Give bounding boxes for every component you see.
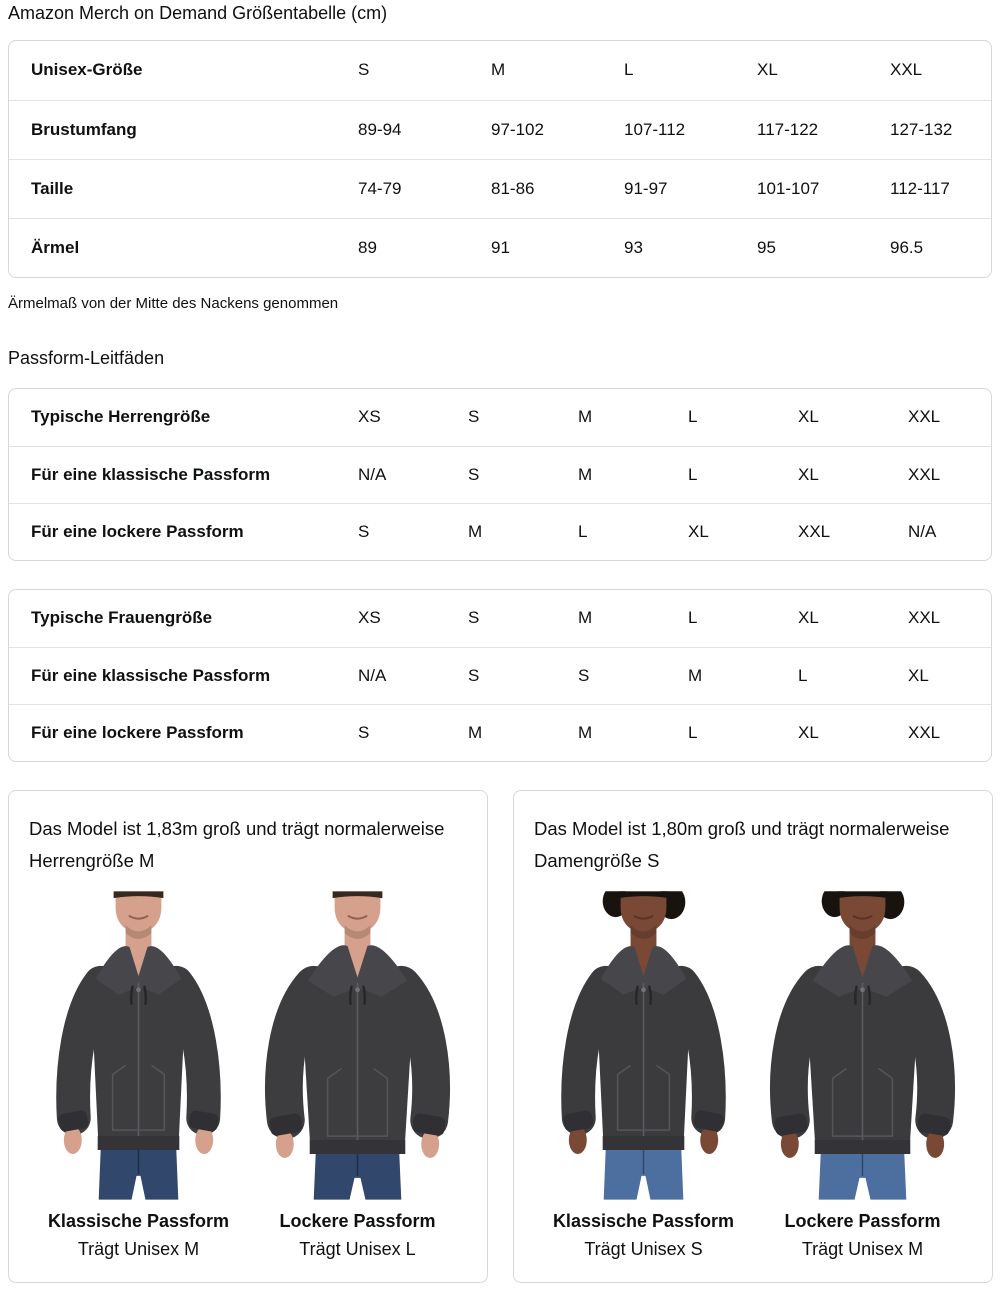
model-description: Das Model ist 1,80m groß und trägt normalerweise Damengröße S <box>534 818 950 871</box>
size-cell: L <box>688 407 698 427</box>
model-figure <box>248 891 467 1264</box>
fit-label: Klassische Passform <box>552 1211 735 1231</box>
size-cell: 107-112 <box>616 100 749 159</box>
size-cell: XL <box>680 503 790 560</box>
size-cell: 91 <box>483 218 616 277</box>
size-cell: 95 <box>749 218 882 277</box>
model-figure <box>534 891 753 1264</box>
size-cell: 93 <box>616 218 749 277</box>
mens-fit-table <box>8 388 992 561</box>
size-cell: S <box>358 60 370 80</box>
fit-guides-heading: Passform-Leitfäden <box>8 348 165 368</box>
fit-label: Klassische Passform <box>47 1211 230 1231</box>
size-cell: XXL <box>790 503 900 560</box>
size-cell: N/A <box>350 647 460 704</box>
size-cell: XXL <box>908 608 941 628</box>
table-row <box>9 446 991 503</box>
size-cell: 112-117 <box>882 159 991 218</box>
table-row <box>9 218 991 277</box>
mens-model-card <box>8 790 488 1283</box>
worn-size-label: Trägt Unisex S <box>584 1239 703 1259</box>
table-row <box>9 704 991 761</box>
size-cell: 91-97 <box>616 159 749 218</box>
row-label: Für eine lockere Passform <box>9 503 350 560</box>
model-cards-row <box>8 790 992 1283</box>
row-label: Unisex-Größe <box>31 60 143 80</box>
row-label: Für eine klassische Passform <box>9 647 350 704</box>
size-cell: M <box>460 704 570 761</box>
model-figures <box>29 891 467 1264</box>
row-label: Typische Herrengröße <box>31 407 211 427</box>
row-label: Für eine lockere Passform <box>9 704 350 761</box>
size-cell: 117-122 <box>749 100 882 159</box>
sleeve-measure-note: Ärmelmaß von der Mitte des Nackens genommen <box>8 295 339 312</box>
size-cell: N/A <box>350 446 460 503</box>
male-loose-fit-photo <box>248 891 467 1200</box>
size-cell: M <box>460 503 570 560</box>
size-cell: S <box>468 608 480 628</box>
size-cell: L <box>680 446 790 503</box>
size-cell: XL <box>790 704 900 761</box>
table-row <box>9 590 991 647</box>
size-cell: M <box>680 647 790 704</box>
row-label: Brustumfang <box>9 100 350 159</box>
row-label: Für eine klassische Passform <box>9 446 350 503</box>
size-cell: XS <box>358 407 381 427</box>
size-cell: S <box>350 503 460 560</box>
size-cell: M <box>570 704 680 761</box>
size-cell: S <box>460 446 570 503</box>
size-cell: N/A <box>900 503 991 560</box>
model-figures <box>534 891 972 1264</box>
size-cell: 97-102 <box>483 100 616 159</box>
model-figure <box>29 891 248 1264</box>
fit-label: Lockere Passform <box>784 1211 941 1231</box>
size-cell: 89 <box>350 218 483 277</box>
size-cell: XL <box>798 407 819 427</box>
size-cell: 96.5 <box>882 218 991 277</box>
size-cell: M <box>578 407 593 427</box>
row-label: Ärmel <box>9 218 350 277</box>
size-cell: L <box>624 60 634 80</box>
size-cell: L <box>570 503 680 560</box>
size-cell: 74-79 <box>350 159 483 218</box>
size-cell: XL <box>757 60 778 80</box>
womens-fit-table <box>8 589 992 762</box>
fit-label: Lockere Passform <box>279 1211 436 1231</box>
size-table <box>8 40 992 278</box>
table-row <box>9 159 991 218</box>
size-cell: XL <box>798 608 819 628</box>
row-label: Taille <box>9 159 350 218</box>
size-cell: M <box>570 446 680 503</box>
size-cell: 101-107 <box>749 159 882 218</box>
size-cell: 127-132 <box>882 100 991 159</box>
model-figure <box>753 891 972 1264</box>
size-cell: 89-94 <box>350 100 483 159</box>
size-cell: L <box>680 704 790 761</box>
womens-model-card <box>513 790 993 1283</box>
size-cell: L <box>688 608 698 628</box>
size-cell: XXL <box>900 704 991 761</box>
size-cell: M <box>491 60 506 80</box>
table-row <box>9 41 991 100</box>
worn-size-label: Trägt Unisex M <box>801 1239 924 1259</box>
size-cell: M <box>578 608 593 628</box>
size-cell: 81-86 <box>483 159 616 218</box>
size-cell: S <box>350 704 460 761</box>
table-row <box>9 503 991 560</box>
size-cell: S <box>468 407 480 427</box>
model-description: Das Model ist 1,83m groß und trägt normalerweise Herrengröße M <box>29 818 445 871</box>
size-cell: S <box>570 647 680 704</box>
female-loose-fit-photo <box>753 891 972 1200</box>
size-cell: L <box>790 647 900 704</box>
size-cell: XXL <box>900 446 991 503</box>
size-cell: XS <box>358 608 381 628</box>
table-row <box>9 389 991 446</box>
worn-size-label: Trägt Unisex L <box>299 1239 416 1259</box>
worn-size-label: Trägt Unisex M <box>77 1239 200 1259</box>
female-classic-fit-photo <box>534 891 753 1200</box>
size-cell: XL <box>900 647 991 704</box>
table-row <box>9 100 991 159</box>
male-classic-fit-photo <box>29 891 248 1200</box>
size-cell: XXL <box>890 60 923 80</box>
size-cell: XXL <box>908 407 941 427</box>
row-label: Typische Frauengröße <box>31 608 213 628</box>
size-cell: XL <box>790 446 900 503</box>
size-cell: S <box>460 647 570 704</box>
page-title: Amazon Merch on Demand Größentabelle (cm) <box>8 3 388 23</box>
table-row <box>9 647 991 704</box>
